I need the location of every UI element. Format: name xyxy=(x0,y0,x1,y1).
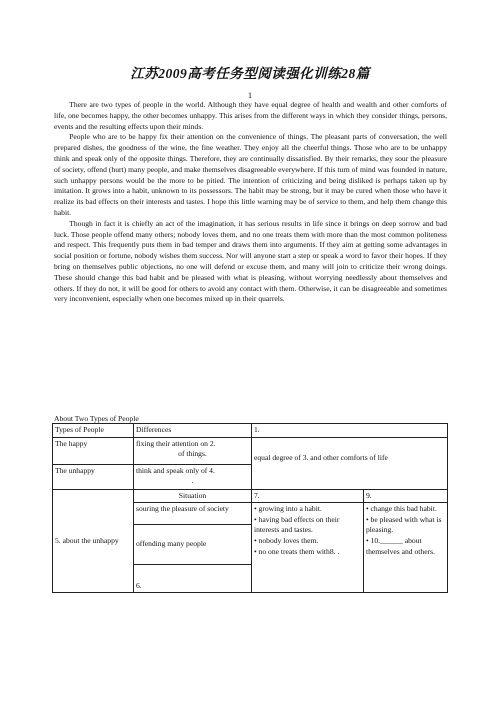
shared-equal-text: equal degree of 3. and other comforts of life xyxy=(254,452,388,462)
page-title: 江苏2009高考任务型阅读强化训练28篇 xyxy=(130,66,370,81)
bullet-7-b: • having bad effects on their interests and tastes. xyxy=(254,514,340,535)
happy-diff-cell xyxy=(134,437,252,464)
table-row xyxy=(53,437,448,464)
happy-diff-line2: of things. xyxy=(178,449,207,459)
unhappy-diff-line1: think and speak only of 4. xyxy=(136,465,215,475)
about-unhappy-cell: 5. about the unhappy xyxy=(53,489,134,593)
blank-7-cell: 7. xyxy=(252,489,364,503)
bullet-9-a: • change this bad habit. xyxy=(366,504,437,514)
paragraph-2: People who are to be happy fix their attention on the convenience of things. The pleasant parts of conversation, the well prepared dishes, the goodness of the wine, the fine weather. They enjoy all the cheerful things. Those who are to be unhappy think and speak only of the opposite things. Therefore, they are continually dissatisfied. By their remarks, they sour the pleasure of society, offend (hurt) many people, and make themselves disagreeable everywhere. If this turn of mind was founded in nature, such unhappy persons would be the more to be pitied. The intention of criticizing and being disliked is perhaps taken up by imitation. It grows into a habit, unknown to its possessors. The habit may be strong, but it may be cured when those who have it realize its bad effects on their interests and tastes. I hope this little warning may be of service to them, and help them change this habit. xyxy=(54,132,447,217)
header-differences-cell: Differences xyxy=(134,424,252,438)
summary-table xyxy=(52,423,448,593)
bullet-7-c: • nobody loves them. xyxy=(254,535,319,545)
bullet-9-b: • be pleased with what is pleasing. xyxy=(366,514,442,535)
passage xyxy=(54,100,447,305)
bullets-9-cell xyxy=(364,503,448,593)
happy-label-cell: The happy xyxy=(53,437,134,464)
unhappy-diff-cell xyxy=(134,464,252,489)
table-row xyxy=(53,424,448,438)
bullet-7-a: • growing into a habit. xyxy=(254,504,322,514)
unhappy-label-cell: The unhappy xyxy=(53,464,134,489)
table-row xyxy=(53,489,448,503)
shared-equal-cell xyxy=(252,437,448,489)
blank-9-cell: 9. xyxy=(364,489,448,503)
blank-1-cell: 1. xyxy=(252,424,448,438)
happy-diff-line1: fixing their attention on 2. xyxy=(136,438,216,448)
bullet-9-c: • 10.______ about themselves and others. xyxy=(366,535,435,556)
situation-cell: Situation xyxy=(134,489,252,503)
souring-cell: souring the pleasure of society xyxy=(134,503,252,525)
section-number: 1 xyxy=(247,90,253,100)
bullet-7-d: • no one treats them with8. . xyxy=(254,546,340,556)
offending-cell: offending many people xyxy=(134,525,252,565)
table-caption: About Two Types of People xyxy=(54,414,139,423)
bullets-7-cell xyxy=(252,503,364,593)
paragraph-3: Though in fact it is chiefly an act of the imagination, it has serious results in life since it brings on deep sorrow and bad luck. Those people offend many others; nobody loves them, and no one treats them with more than the most common politeness and respect. This frequently puts them in bad temper and draws them into arguments. If they aim at getting some advantages in social position or fortune, nobody wishes them success. Nor will anyone start a step or speak a word to favor their hopes. If they bring on themselves public objections, no one will defend or excuse them, and many will join to criticize their wrong doings. These should change this bad habit and be pleased with what is pleasing, without worrying needlessly about themselves and others. If they do not, it will be good for others to avoid any contact with them. Otherwise, it can be disagreeable and sometimes very inconvenient, especially when one becomes mixed up in their quarrels. xyxy=(54,218,447,304)
paragraph-1: There are two types of people in the world. Although they have equal degree of health and wealth and other comforts of life, one becomes happy, the other becomes unhappy. This arises from the different ways in which they consider things, persons, events and the resulting effects upon their minds. xyxy=(54,100,447,131)
unhappy-diff-line2: . xyxy=(191,476,194,486)
header-types-cell: Types of People xyxy=(53,424,134,438)
blank-6-cell: 6. xyxy=(134,565,252,593)
